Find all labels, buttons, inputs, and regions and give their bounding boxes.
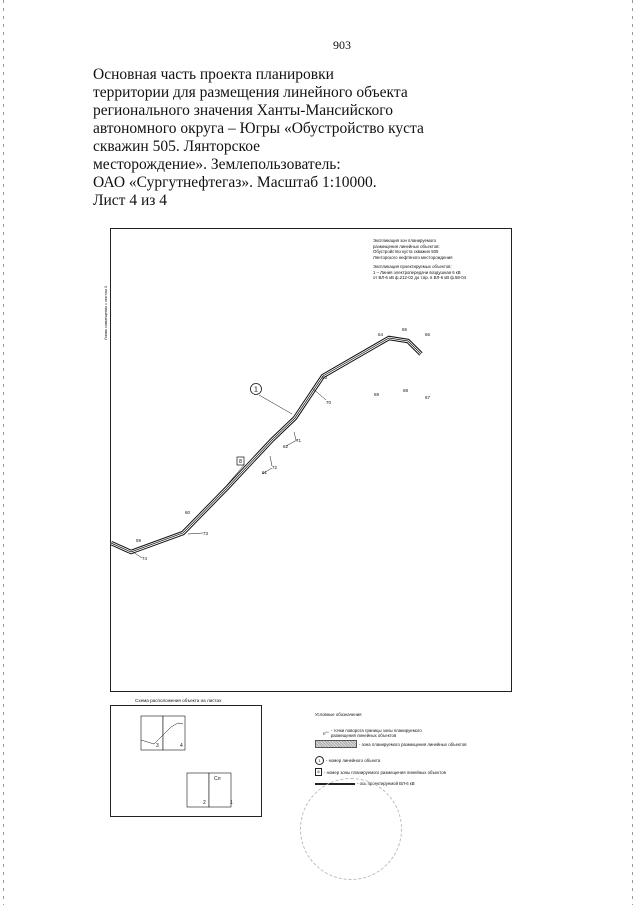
point-label-73: 73 xyxy=(203,531,209,536)
zone-marker-number: 8 xyxy=(239,459,242,465)
explication-line: Экспликация зон планируемого xyxy=(373,238,437,243)
legend-object-number xyxy=(315,756,380,765)
sheet-mark: Сл xyxy=(214,776,221,782)
legend-turn-point xyxy=(323,728,422,738)
explication-line: от ВЛ-6 кВ ф.212-02 до т.вр. в ВЛ-6 кВ ф.58-04 xyxy=(373,275,466,280)
page-number: 903 xyxy=(333,38,351,52)
point-label-64: 64 xyxy=(378,332,384,337)
sheet-label-2: 2 xyxy=(203,800,206,806)
sheet-label-4: 4 xyxy=(180,743,183,749)
zone-number-symbol: 8 xyxy=(315,768,322,776)
point-label-65: 65 xyxy=(402,327,408,332)
legend-object-number-text: - номер линейного объекта xyxy=(326,758,381,763)
sheet-layout-title: Схема расположения объекта на листах xyxy=(135,698,222,703)
sheet-label-3: 3 xyxy=(156,743,159,749)
point-label-63: 63 xyxy=(322,375,328,380)
zone-swatch xyxy=(315,740,357,748)
point-label-68: 68 xyxy=(403,388,409,393)
turn-point-symbol: n°° xyxy=(323,730,329,736)
point-label-60: 60 xyxy=(185,510,191,515)
header-line: ОАО «Сургутнефтегаз». Масштаб 1:10000. xyxy=(93,174,377,191)
legend-zone xyxy=(315,740,467,748)
explication-line: Обустройство куста скважин 505 xyxy=(373,249,439,254)
object-number-symbol: 1 xyxy=(315,756,324,765)
point-label-74: 74 xyxy=(142,556,148,561)
point-label-59: 59 xyxy=(136,538,142,543)
seal-stamp xyxy=(300,778,402,880)
header-line: месторождение». Землепользователь: xyxy=(93,156,341,173)
header-line: Лист 4 из 4 xyxy=(93,192,168,209)
legend-turn-point-text xyxy=(331,728,422,738)
legend-title: Условные обозначения xyxy=(315,712,362,717)
point-label-70: 70 xyxy=(326,400,332,405)
sheet-3 xyxy=(141,716,163,750)
point-label-72: 72 xyxy=(272,465,278,470)
legend-turn-point-line: - точки поворота границы зоны планируемого xyxy=(330,728,422,733)
legend-line-axis-text: - ось проектируемой ВЛ-6 кВ xyxy=(357,781,415,786)
legend-zone-number-text: - номер зоны планируемого размещения линейных объектов xyxy=(324,769,446,775)
point-label-61: 61 xyxy=(262,470,268,475)
legend-zone-number xyxy=(315,768,446,776)
legend-zone-text: - зона планируемого размещения линейных объектов xyxy=(359,741,467,747)
point-label-67: 67 xyxy=(425,395,431,400)
explication-line: Лянторского нефтяного месторождения xyxy=(373,254,453,260)
sheet-layout-sheets xyxy=(141,716,231,807)
header-line: скважин 505. Лянторское xyxy=(93,138,261,155)
object-marker-number: 1 xyxy=(254,386,258,394)
header-line: Основная часть проекта планировки xyxy=(93,66,334,83)
point-label-71: 71 xyxy=(296,438,302,443)
point-label-69: 69 xyxy=(374,392,380,397)
sheet-join-label: Линия совмещения с листом 3 xyxy=(104,286,108,340)
point-label-62: 62 xyxy=(283,444,289,449)
header-line: регионального значения Ханты-Мансийского xyxy=(93,102,393,119)
explication-line: размещения линейных объектов: xyxy=(373,243,440,249)
sheet-label-1: 1 xyxy=(230,800,233,806)
point-label-66: 66 xyxy=(425,332,431,337)
header-line: территории для размещения линейного объекта xyxy=(93,84,408,101)
explication-line: 1 – Линия электропередачи воздушная 6 кВ xyxy=(373,269,461,275)
explication-line: Экспликация проектируемых объектов: xyxy=(373,264,452,269)
legend-turn-point-line: размещения линейных объектов xyxy=(330,733,397,738)
header-line: автономного округа – Югры «Обустройство куста xyxy=(93,120,424,137)
